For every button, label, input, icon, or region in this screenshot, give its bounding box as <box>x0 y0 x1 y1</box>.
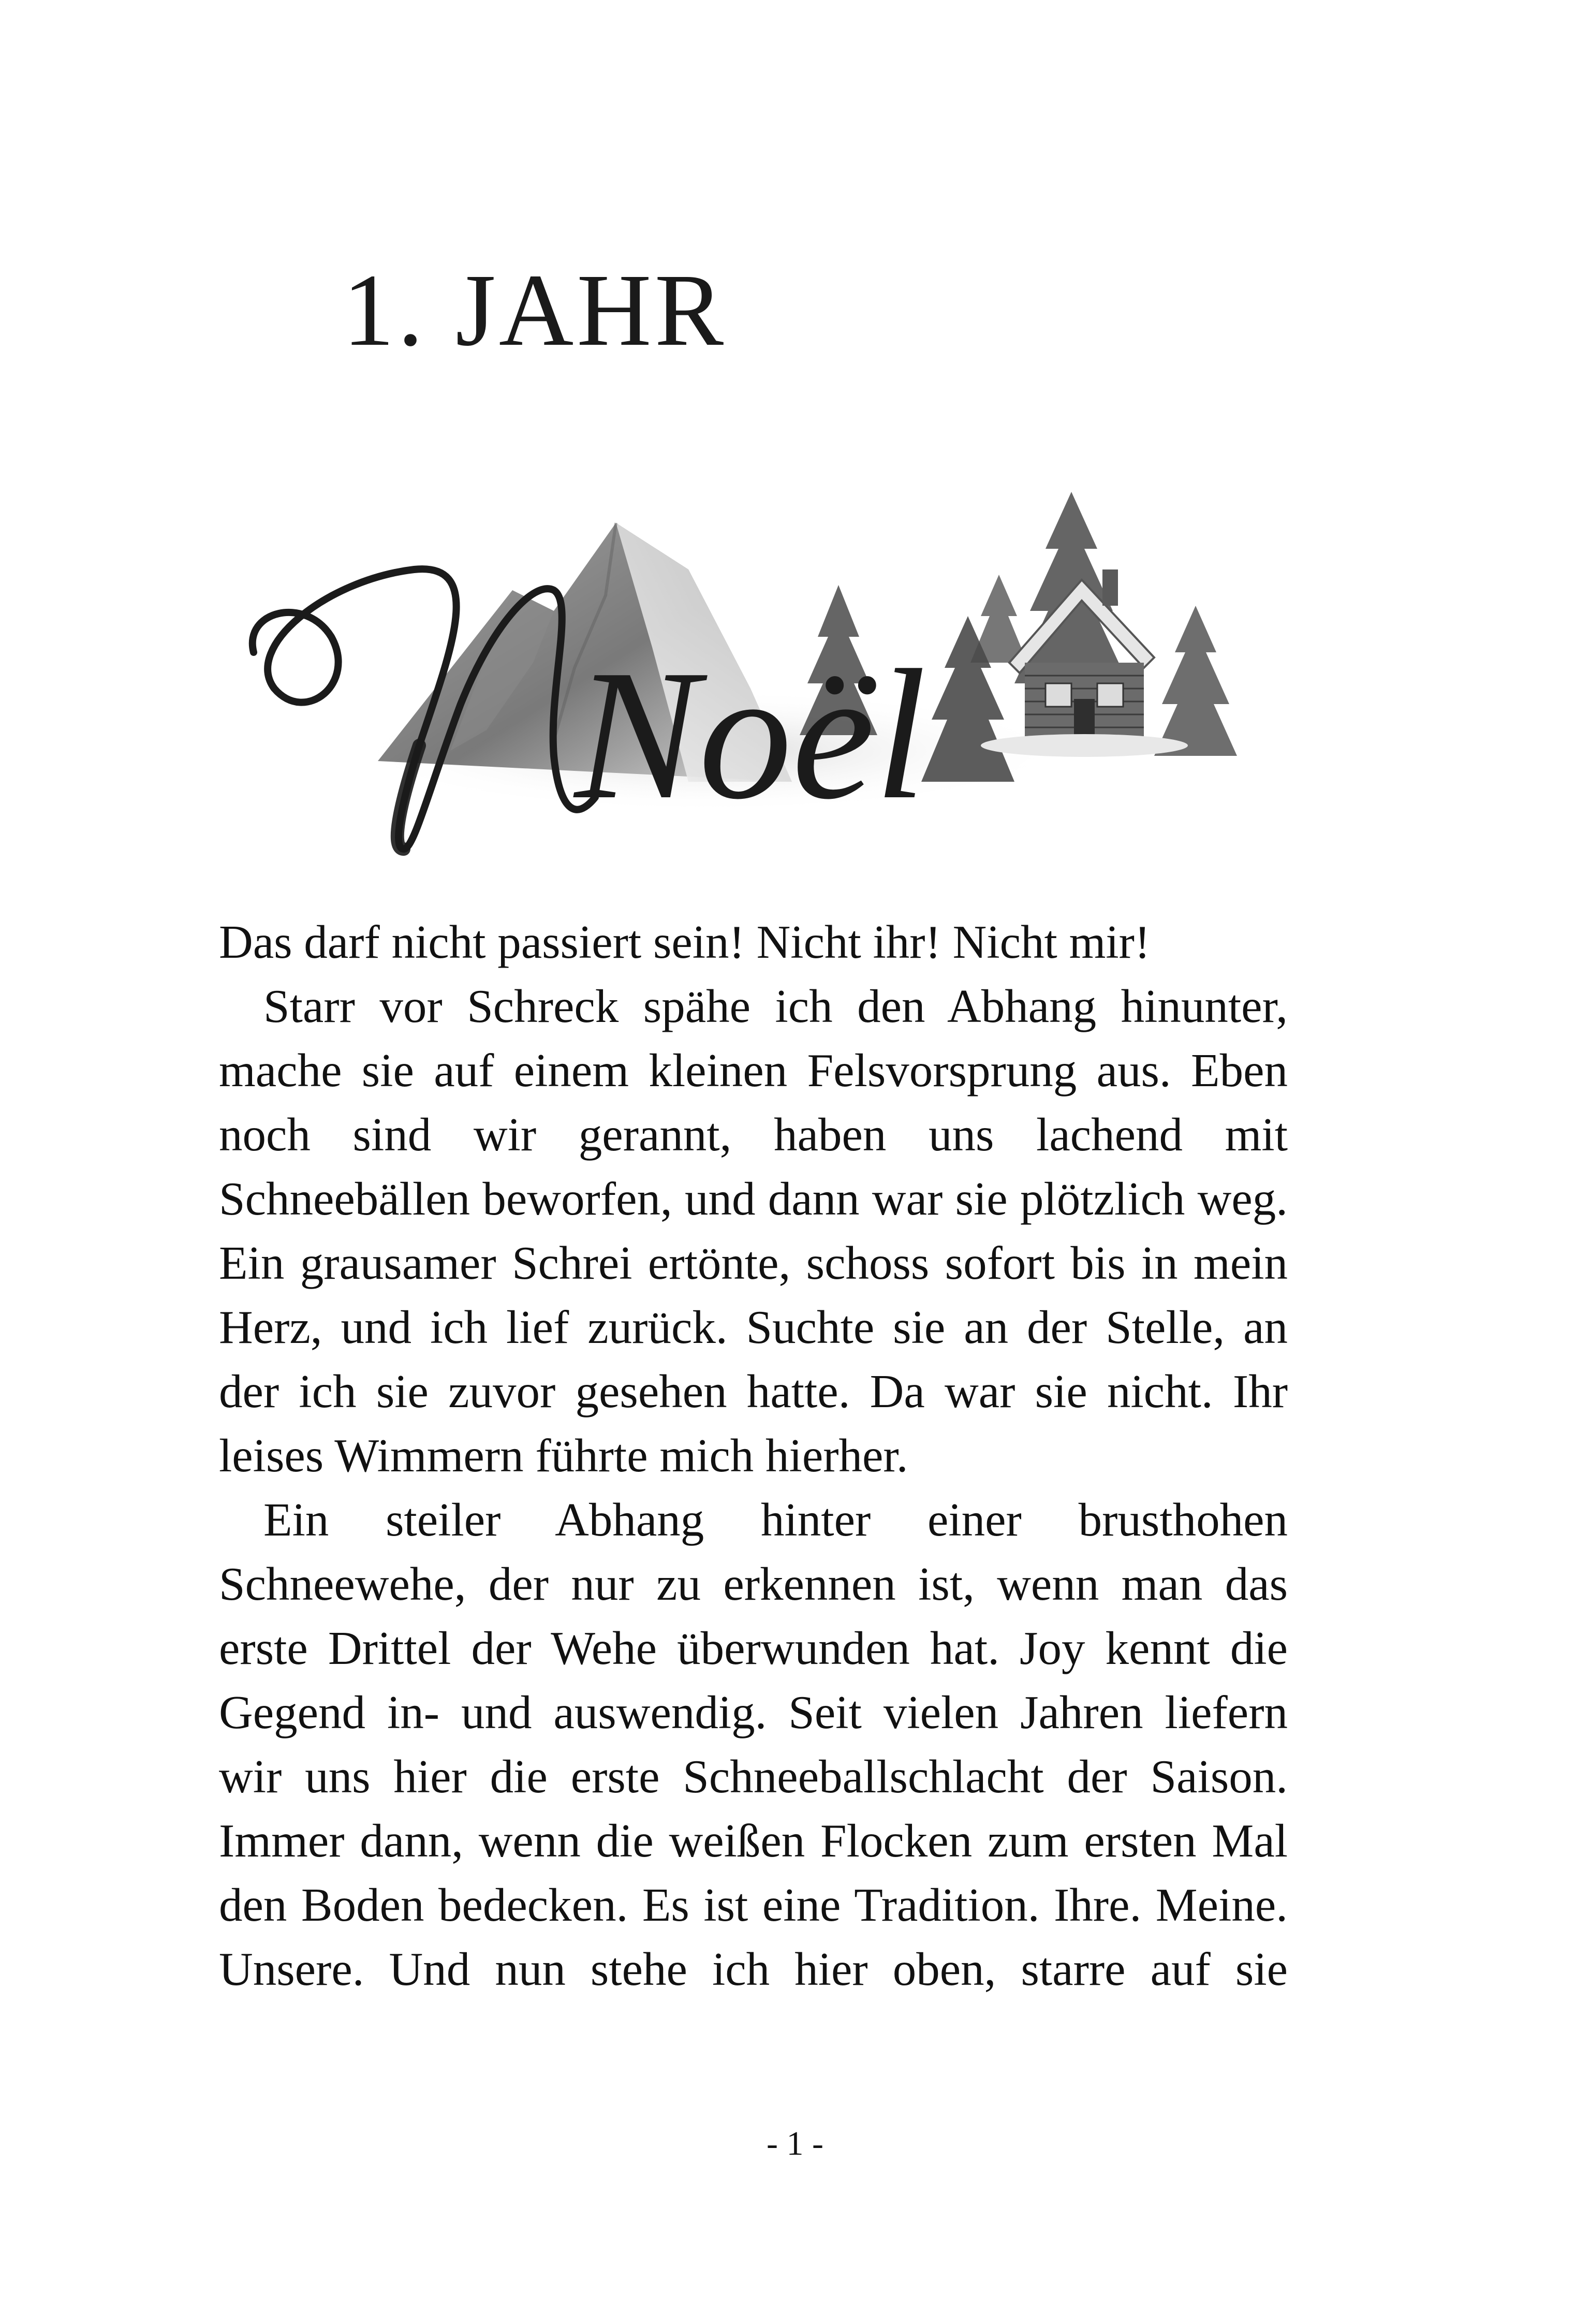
chapter-body <box>219 910 1288 2001</box>
chapter-name-calligraphy <box>243 518 1020 890</box>
paragraph: Ein steiler Abhang hinter einer brusthohen Schneewehe, der nur zu erkennen ist, wenn man das erste Drittel der Wehe überwunden hat. Joy kennt die Gegend in- und auswendig. Seit vielen Jahren liefern wir uns hier die erste Schneeballschlacht der Saison. Immer dann, wenn die weißen Flocken zum ersten Mal den Boden bedecken. Es ist eine Tradition. Ihre. Meine. Unsere. Und nun stehe ich hier oben, starre auf sie <box>219 1494 1288 1995</box>
page-number: - 1 - <box>767 2125 823 2162</box>
paragraph: Das darf nicht passiert sein! Nicht ihr! Nicht mir! <box>219 916 1151 968</box>
chapter-title: 1. JAHR <box>343 253 727 368</box>
calligraphy-swash <box>253 569 595 849</box>
chapter-name: Noël <box>575 631 926 838</box>
paragraph: Starr vor Schreck spähe ich den Abhang hinunter, mache sie auf einem kleinen Felsvorsprung aus. Eben noch sind wir gerannt, haben uns lachend mit Schneebällen beworfen, und dann war sie plötzlich weg. Ein grausamer Schrei ertönte, schoss sofort bis in mein Herz, und ich lief zurück. Suchte sie an der Stelle, an der ich sie zuvor gesehen hatte. Da war sie nicht. Ihr leises Wimmern führte mich hierher. <box>219 980 1288 1482</box>
